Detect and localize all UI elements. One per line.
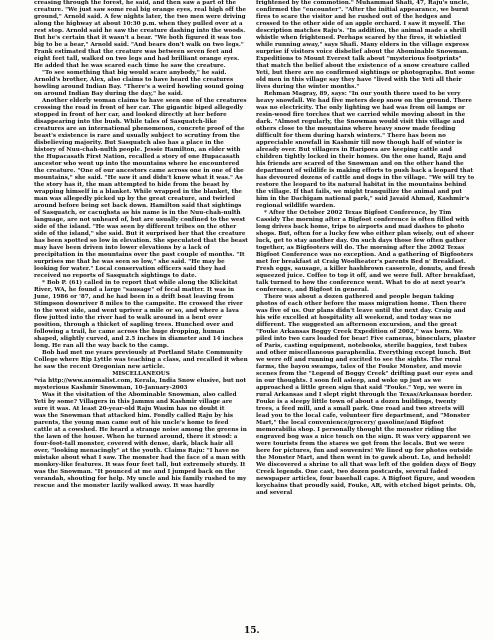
paragraph: Bob had met me years previously at Portland State Community College where Rip Lyttle was teaching a class, and recalled it when he saw the recent Oregonian new article. [34, 350, 248, 370]
right-column [256, 0, 476, 497]
paragraph: "To see something that big would scare anybody," he said. Arnold's brother, Alex, also claims to have heard the creatures howling around Indian Bay. "There's a weird howling sound going on around Indian Bay during the day," he said. [34, 70, 244, 97]
paragraph: Was it the visitation of the Abominable Snowman, also called Yeti by some? Villagers in this Jammu and Kashmir village are sure it was. At least 20-year-old Raju Wasim has no doubt it [34, 392, 237, 412]
paragraph: Rehman Magray, 89, says: "In our youth there used to be very heavy snowfall. We had five meters deep snow on the ground. There was no electricity. The only lighting we had was from oil lamps or resin-wood fire torches that we carried while moving about in the dark. "Almost regularly, the Snowman would visit this village and others close to the mountains where heavy snow made feeding difficult for them during harsh winters." There has been no appreciable snowfall in Kashmir till now though half of winter is already over. But villagers in Haripora are keeping cattle and children tightly locked in their homes. On the one hand, Raju and his friends are scared of the Snowman and on the other hand the department of wildlife is making efforts to push back a leopard that has devoured dozens of cattle and dogs in the village. "We will try to restore the leopard to its natural habitat in the mountains behind the village. If that fails, we might tranquilize the animal and put him in the Dachigam national park," said Javaid Ahmad, Kashmir's regional wildlife warden. [256, 91, 475, 209]
paragraph: There was about a dozen gathered and people began taking photos of each other before the mass migration home. Then there was five of us. Our plans didn't leave until the next day. Craig and his wife excelled at hospitality all weekend, and today was no different. The suggested an afternoon excursion, and the great "Fouke Arkansas Boggy Creek Expedition of 2002," was born. We piled into two cars loaded for bear! Five cameras, binoculars, plaster of Paris, casting equipment, notebooks, sterile baggies, test tubes and other miscellaneous paraphenlia. Everything except lunch. But we were off and running and excited to see the sights. The rural farms, the bayou swamps, tales of the Fouke Monster, and movie scenes from the "Legend of Boggy Creek" drifting past our eyes and in our thoughts. I soon fell asleep, and woke up just as we approached a little green sign that said "Fouke." Yep, we were in rural Arkansas and I slept right through the Texas/Arkansas border. Fouke is a sleepy little town of about a dozen buildings, twenty trees, a feed mill, and a small park. One road and two streets will lead you to the local cafe, volunteer fire department, and "Monster Mart," the local convenience/grocery/ gasoline/and Bigfoot memorabilia shop. I personally thought the monster riding the engraved bog was a nice touch on the sign. It was very apparent we were tourists from the stares we got from the locals. But we were here for pictures, fun and souvenirs! We lined up for photos outside the Monster Mart, and then went in to gawk about. Lo, and behold! We discovered a shrine to all that was left of the golden days of Bogy Creek legends. One cast, two dozen postcards, several faded newspaper articles, four baseball caps. A Bigfoot figure, and wooden keychains that proudly said, Fouke, AR, with etched bigot prints. Oh, and several [256, 294, 476, 496]
paragraph: frightened by the commotion." Muhammad Shafi, 47, Raju's uncle, confirmed the "encounter". "After the initial appearance, we burnt fires to scare the visitor and he rushed out of the hedges and crossed to the other side of an apple orchard. I saw it myself. The description matches Raju's. "In addition, the animal made a shrill whistle when frightened. Perhaps scared by the fires, it whistled while running away," says Shafi. Many elders in the village express surprise if visitors voice disbelief about the Abominable Snowman. Expeditions to Mount Everest talk about "mysterious footprints" that match the belief about the existence of a snow creature called Yeti, but there are no confirmed sightings or photographs. But some old men in this village say they have "lived with the Yeti all their lives during the winter months." [256, 0, 475, 90]
section-title: MISCELLANEOUS [112, 371, 170, 377]
paragraph: * After the October 2002 Texas Bigfoot Conference, by Tim Cassidy The morning after a Bigfoot conference is often filled with long drives back home, trips to airports and mad dashes to photo shops. But, often for a lucky few who either plan wisely, out of sheer luck, get to stay another day. On such days those few often gather together, as Bigfooters will do. The morning after the 2002 Texas Bigfoot Conference was no exception. And a gathering of Bigfooters met for breakfast at Craig Woolheater's parents Bed n' Breakfast. Fresh eggs, sausage, a killer hashbrown casserole, donuts, and fresh squeezed juice. Coffee to top it off, and we were full. After breakfast, talk turned to how the conference went. What to do at next year's conference, and Bigfoot in general. [256, 210, 476, 293]
left-column [34, 0, 248, 490]
paragraph: creasing through the forest, he said, and then saw a part of the creature. "We just saw some real big orange eyes, real high off the ground," Arnold said. A few nights later, the two men were driving along the highway at about 10:30 p.m. when they pulled over at a rest stop. Arnold said he saw the creature dashing into the woods. But he's certain that it wasn't a bear. "We both figured it was too big to be a bear," Arnold said. "And bears don't walk on two legs." Frank estimated that the creature was between seven feet and eight feet tall, walked on two legs and had brilliant orange eyes. He added that he was scared each time he saw the creature. [34, 0, 247, 69]
source-line: *via http://www.anomalist.com, Kerala, India Snow elusive, but not mysterious Kashmir Snowman, 10-January-2003 [34, 378, 247, 391]
page-number: 15. [244, 626, 260, 636]
paragraph: was the Snowman that attacked him. Fondly called Raju by his parents, the young man came out of his uncle's home to feed cattle at a cowshed. He heard a strange noise among the greens in the lawn of the house. When he turned around, there it stood: a four-foot-tall monster, covered with dense, dark, black hair all over, "looking menacingly" at the youth. Claims Raju: "I have no mistake about what I saw. The monster had the face of a man with monkey-like features. It was four feet tall, but extremely sturdy. It was the Snowman. "It pounced at me and I jumped back on the verandah, shouting for help. My uncle and his family rushed to my rescue and the monster lazily walked away. It was hardly [34, 413, 247, 489]
paragraph: Another elderly woman claims to have seen one of the creatures crossing the road in front of her car. The gigantic biped allegedly stopped in front of her car, and looked directly at her before disappearing into the bush. While tales of Sasquatch-like creatures are an international phenomenon, concrete proof of the beast's existence is rare and usually subject to scrutiny from the disbelieving majority. But Sasquatch also has a place in the history of Nuu-chah-nulth people. Jessie Hamilton, an elder with the Hupacasath First Nation, recalled a story of one Hupacasath ancestor who went up into the mountains where he encountered the creature. "One of our ancestors came across one in one of the mountains," she said. "He saw it and didn't know what it was." As the story has it, the man attempted to hide from the beast by wrapping himself in a blanket. While wrapped in the blanket, the man was allegedly picked up by the great creature, and twirled around before being set back down. Hamilton said that sightings of Sasquatch, or cacuqhsta as his name is in the Nuu-chah-nulth language, are not unheard of, but are usually confined to the west side of the island. "He was seen by different tribes on the other side of the island," she said. But it surprised her that the creature has been spotted so low in elevation. She speculated that the beast may have been driven into lower elevations by a lack of precipitation in the mountains over the past couple of months. "It surprises me that he was seen so low," she said. "He may be looking for water." Local conservation officers said they had received no reports of Sasquatch sightings to date. [34, 98, 248, 279]
paragraph: * Bob P. (61) called in to report that while along the Klickitat River, WA, he found a large "sausage" of fecal matter. It was in June, 1986 or '87, and he had been in a drift boat leaving from Stimpson downriver 8 miles to the campsite. He crossed the river to the west side, and went upriver a mile or so, and where a lava flow jutted into the river had to walk around in a bent over position, through a thicket of sapling trees. Hunched over and following a trail, he came across the huge dropping, human shaped, slightly curved, and 2.5 inches in diameter and 14 inches long. He ran all the way back to the camp. [34, 280, 244, 349]
